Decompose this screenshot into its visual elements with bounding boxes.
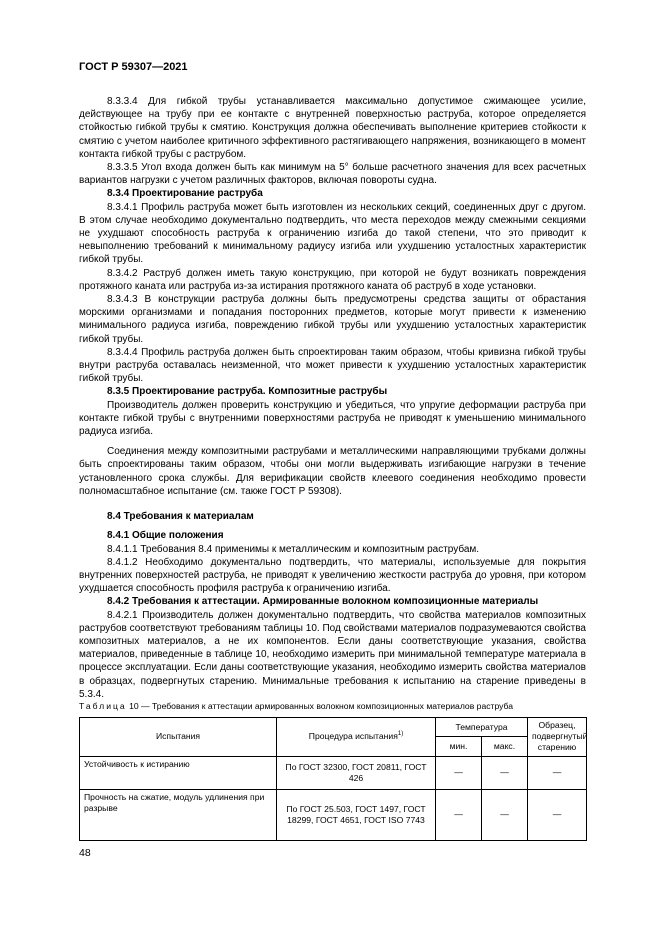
cell-test: Прочность на сжатие, модуль удлинения при разрыве — [80, 789, 277, 840]
heading-8-4-2: 8.4.2 Требования к аттестации. Армированные волокном композиционные материалы — [107, 596, 539, 608]
paragraph-composite-joints: Соединения между композитными раструбами и металлическими направляющими трубками должны быть спроектированы таким образом, чтобы они могли выдерживать изгибающие нагрузки в течение установленного срока службы. Для верификации свойств клеевого соединения необходимо провести полномасштабное испытание (см. также ГОСТ Р 59308). — [79, 446, 586, 497]
cell-min: — — [436, 756, 482, 789]
cell-max: — — [482, 789, 528, 840]
page-number: 48 — [79, 847, 91, 859]
paragraph-8-4-1-1: 8.4.1.1 Требования 8.4 применимы к металлическим и композитным раструбам. — [107, 543, 480, 555]
requirements-table — [79, 717, 587, 841]
header-max: макс. — [482, 737, 528, 757]
cell-aged: — — [528, 756, 587, 789]
heading-8-4: 8.4 Требования к материалам — [107, 511, 254, 523]
cell-max: — — [482, 756, 528, 789]
paragraph-8-4-2-1: 8.4.2.1 Производитель должен документально подтвердить, что свойства материалов композитных раструбов соответствуют требованиям таблицы 10. Под свойствами материалов подразумеваются свойства композитных материалов, а не их компонентов. Если даны соответствующие указания, свойства материалов, приведенные в таблице 10, необходимо измерить при минимальной температуре материала в процессе эксплуатации. Если даны соответствующие указания, необходимо измерить свойства материалов в образцах, подвергнутых старению. Минимальные требования к испытанию на старение приведены в 5.3.4. — [79, 609, 586, 700]
cell-procedure: По ГОСТ 25.503, ГОСТ 1497, ГОСТ 18299, ГОСТ 4651, ГОСТ ISO 7743 — [277, 789, 436, 840]
document-body — [79, 95, 586, 841]
heading-8-3-5: 8.3.5 Проектирование раструба. Композитные раструбы — [107, 386, 388, 398]
heading-8-4-1: 8.4.1 Общие положения — [107, 530, 224, 542]
header-test: Испытания — [80, 717, 277, 756]
paragraph-8-3-3-5: 8.3.3.5 Угол входа должен быть как минимум на 5° больше расчетного значения для всех расчетных вариантов нагрузки с учетом различных факторов, включая повороты судна. — [79, 162, 586, 187]
heading-8-3-4: 8.3.4 Проектирование раструба — [107, 188, 263, 200]
paragraph-8-3-4-4: 8.3.4.4 Профиль раструба должен быть спроектирован таким образом, чтобы кривизна гибкой трубы внутри раструба оставалась неизменной, что может привести к ухудшению усталостных характеристик гибкой трубы. — [79, 346, 586, 385]
cell-aged: — — [528, 789, 587, 840]
paragraph-8-3-4-3: 8.3.4.3 В конструкции раструба должны быть предусмотрены средства защиты от обрастания морскими организмами и попадания посторонних предметов, которые могут привести к изменению минимального радиуса изгиба, повреждению гибкой трубы или ухудшению усталостных характеристик гибкой трубы. — [79, 294, 586, 345]
cell-test: Устойчивость к истиранию — [80, 756, 277, 789]
paragraph-composite-check: Производитель должен проверить конструкцию и убедиться, что упругие деформации раструба при контакте гибкой трубы с внутренними поверхностями раструба не приводят к уменьшению минимального радиуса изгиба. — [79, 399, 586, 438]
header-procedure — [277, 717, 436, 756]
document-header: ГОСТ Р 59307—2021 — [79, 61, 188, 73]
paragraph-8-3-3-4: 8.3.3.4 Для гибкой трубы устанавливается максимально допустимое сжимающее усилие, действующее на трубу при ее контакте с внутренней поверхностью раструба, которое определяется стойкостью гибкой трубы к смятию. Конструкция должна обеспечивать выполнение критериев стойкости к смятию с учетом наиболее критичного эффективного растягивающего напряжения, возникающего в момент контакта гибкой трубы с раструбом. — [79, 96, 586, 160]
cell-min: — — [436, 789, 482, 840]
table-row — [80, 756, 587, 789]
paragraph-8-3-4-2: 8.3.4.2 Раструб должен иметь такую конструкцию, при которой не будут возникать повреждения протяжного каната или раструба из-за истирания протяжного каната об раструб в ходе установки. — [79, 267, 586, 292]
table-caption-text: 10 — Требования к аттестации армированных волокном композиционных материалов раструба — [129, 700, 514, 711]
header-min: мин. — [436, 737, 482, 757]
paragraph-8-3-4-1: 8.3.4.1 Профиль раструба может быть изготовлен из нескольких секций, соединенных друг с другом. В этом случае необходимо документально подтвердить, что места переходов между смежными секциями не ухудшают способность раструба к ограничению изгиба до такой степени, что это приводит к невыполнению требований к минимальному радиусу изгиба или ухудшению усталостных характеристик гибкой трубы. — [79, 201, 586, 266]
header-procedure-label: Процедура испытания — [308, 731, 398, 742]
paragraph-8-4-1-2: 8.4.1.2 Необходимо документально подтвердить, что материалы, используемые для покрытия внутренних поверхностей раструба, не приводят к увеличению жесткости раструба до уровня, при котором ухудшается способность профиля раструба к ограничению изгиба. — [79, 556, 586, 595]
table-row — [80, 789, 587, 840]
header-temperature: Температура — [436, 717, 528, 737]
table-caption — [79, 701, 586, 712]
cell-procedure: По ГОСТ 32300, ГОСТ 20811, ГОСТ 426 — [277, 756, 436, 789]
footnote-marker: 1) — [397, 731, 404, 738]
header-aged-sample: Образец, подвергнутый старению — [528, 717, 587, 756]
table-caption-label: Таблица — [79, 700, 127, 711]
